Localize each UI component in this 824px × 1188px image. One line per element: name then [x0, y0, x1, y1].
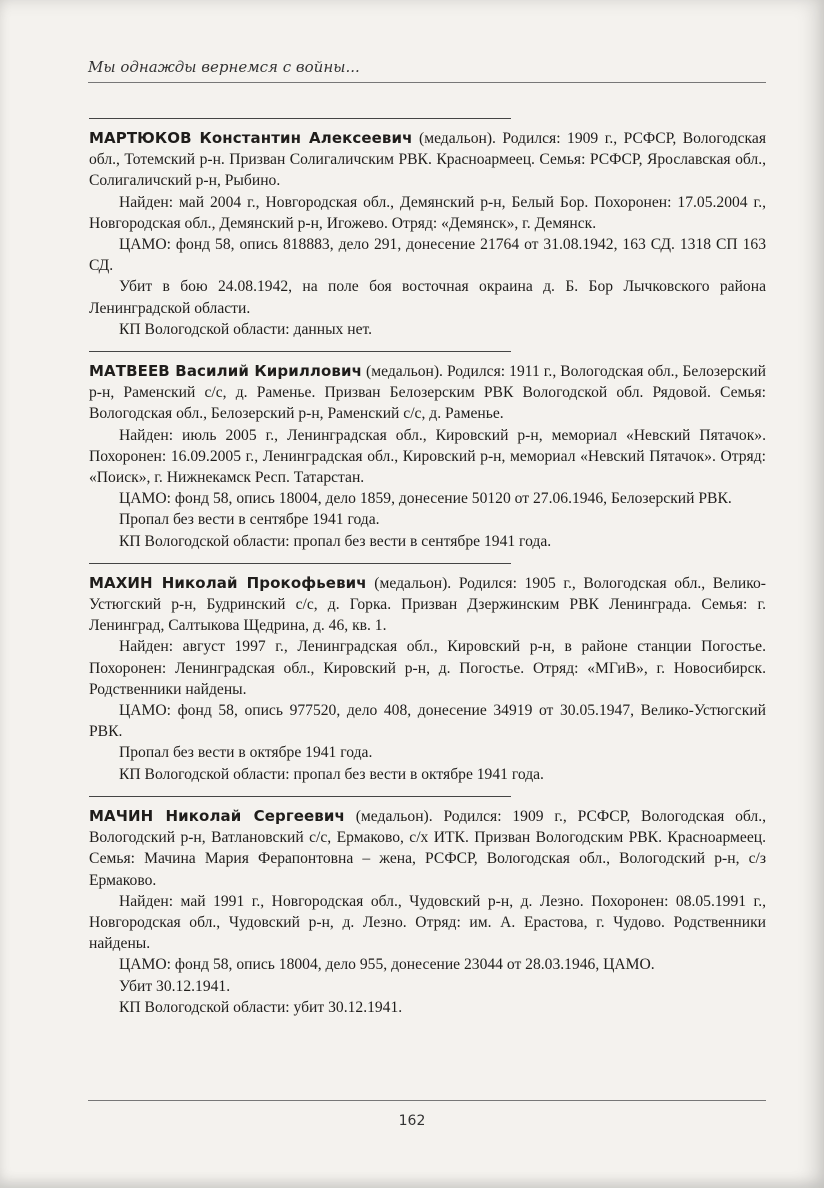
- entry-separator: [89, 796, 511, 797]
- entry-found: Найден: июль 2005 г., Ленинградская обл., Кировский р-н, мемориал «Невский Пятачок». Похоронен: 16.09.2005 г., Ленинградская обл., Кировский р-н, мемориал «Невский Пятачок». Отряд: «Поиск», г. Нижнекамск Респ. Татарстан.: [89, 426, 766, 487]
- entry-found: Найден: май 2004 г., Новгородская обл., Демянский р-н, Белый Бор. Похоронен: 17.05.2004 г., Новгородская обл., Демянский р-н, Игожево. Отряд: «Демянск», г. Демянск.: [89, 193, 766, 232]
- header-rule: [88, 82, 766, 83]
- entry-name: МАРТЮКОВ Константин Алексеевич: [89, 129, 413, 147]
- entry-found: Найден: май 1991 г., Новгородская обл., Чудовский р-н, д. Лезно. Похоронен: 08.05.1991 г., Новгородская обл., Чудовский р-н, д. Лезно. Отряд: им. А. Ерастова, г. Чудово. Родственники найдены.: [89, 892, 766, 953]
- entry-bio: (медальон). Родился: 1909 г., РСФСР, Вологодская обл., Вологодский р-н, Ватлановский с/с, Ермаково, с/х ИТК. Призван Вологодским РВК. Красноармеец. Семья: Мачина Мария Ферапонтовна – жена, РСФСР, Вологодская обл., Вологодский р-н, с/з Ермаково.: [89, 807, 766, 889]
- entry-fate: Убит в бою 24.08.1942, на поле боя восточная окраина д. Б. Бор Лычковского района Ленинградской области.: [89, 278, 766, 317]
- entry-archive: ЦАМО: фонд 58, опись 977520, дело 408, донесение 34919 от 30.05.1947, Велико-Устюгский РВК.: [89, 702, 766, 741]
- running-head: Мы однажды вернемся с войны...: [88, 58, 360, 76]
- entry-archive: ЦАМО: фонд 58, опись 18004, дело 1859, донесение 50120 от 27.06.1946, Белозерский РВК.: [119, 490, 732, 508]
- entry-fate: Убит 30.12.1941.: [119, 977, 231, 995]
- entry: [89, 351, 766, 552]
- entry-kp: КП Вологодской области: убит 30.12.1941.: [119, 998, 403, 1016]
- entry: [89, 563, 766, 785]
- footer-rule: [88, 1100, 766, 1101]
- page-number: 162: [398, 1113, 426, 1129]
- entry-found: Найден: август 1997 г., Ленинградская обл., Кировский р-н, в районе станции Погостье. Похоронен: Ленинградская обл., Кировский р-н, д. Погостье. Отряд: «МГиВ», г. Новосибирск. Родственники найдены.: [89, 638, 766, 698]
- entry-name: МАТВЕЕВ Василий Кириллович: [89, 362, 363, 381]
- entry-name: МАХИН Николай Прокофьевич: [89, 573, 367, 592]
- entries-list: [89, 118, 766, 1029]
- entry-fate: Пропал без вести в октябре 1941 года.: [119, 744, 373, 762]
- entry-kp: КП Вологодской области: пропал без вести в сентябре 1941 года.: [119, 532, 552, 550]
- entry-separator: [89, 563, 511, 564]
- entry-bio: (медальон). Родился: 1905 г., Вологодская обл., Велико-Устюгский р-н, Будринский с/с, д. Горка. Призван Дзержинским РВК Ленинграда. Семья: г. Ленинград, Салтыкова Щедрина, д. 46, кв. 1.: [89, 574, 766, 635]
- entry: [89, 118, 766, 340]
- entry-archive: ЦАМО: фонд 58, опись 818883, дело 291, донесение 21764 от 31.08.1942, 163 СД. 1318 СП 163 СД.: [89, 236, 766, 275]
- entry-kp: КП Вологодской области: пропал без вести в октябре 1941 года.: [119, 765, 544, 783]
- entry: [89, 796, 766, 1018]
- entry-name: МАЧИН Николай Сергеевич: [89, 806, 345, 825]
- entry-archive: ЦАМО: фонд 58, опись 18004, дело 955, донесение 23044 от 28.03.1946, ЦАМО.: [119, 956, 655, 974]
- entry-bio: (медальон). Родился: 1909 г., РСФСР, Вологодская обл., Тотемский р-н. Призван Солигаличским РВК. Красноармеец. Семья: РСФСР, Ярославская обл., Солигаличский р-н, Рыбино.: [89, 130, 766, 190]
- entry-fate: Пропал без вести в сентябре 1941 года.: [119, 511, 380, 529]
- entry-separator: [89, 351, 511, 352]
- entry-bio: (медальон). Родился: 1911 г., Вологодская обл., Белозерский р-н, Раменский с/с, д. Раменье. Призван Белозерским РВК Вологодской обл. Рядовой. Семья: Вологодская обл., Белозерский р-н, Раменский с/с, д. Раменье.: [89, 363, 766, 423]
- entry-separator: [89, 118, 511, 119]
- entry-kp: КП Вологодской области: данных нет.: [119, 320, 373, 338]
